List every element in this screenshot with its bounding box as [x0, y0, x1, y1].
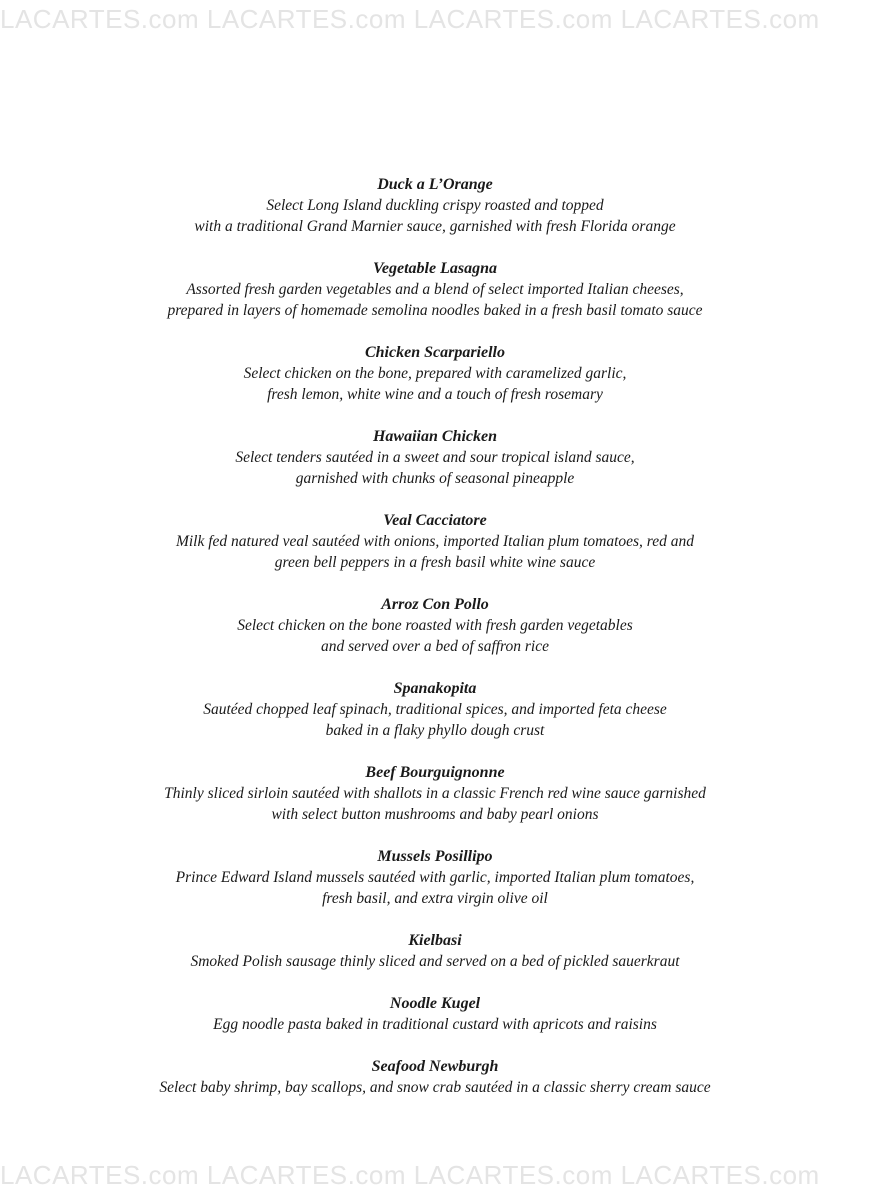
item-name: Seafood Newburgh: [371, 1058, 499, 1075]
item-name: Duck a L’Orange: [377, 176, 493, 193]
item-description-line: garnished with chunks of seasonal pineapple: [295, 470, 575, 487]
menu-item: [0, 258, 870, 321]
menu-item: [0, 342, 870, 405]
item-description-line: Egg noodle pasta baked in traditional custard with apricots and raisins: [213, 1016, 657, 1033]
item-name: Beef Bourguignonne: [365, 764, 505, 781]
item-description-line: Select tenders sautéed in a sweet and sour tropical island sauce,: [235, 449, 635, 466]
menu-item: [0, 993, 870, 1035]
item-name: Noodle Kugel: [389, 995, 481, 1012]
menu-item: [0, 174, 870, 237]
menu-item: [0, 426, 870, 489]
menu-item: [0, 678, 870, 741]
item-description-line: green bell peppers in a fresh basil white wine sauce: [274, 554, 596, 571]
watermark-top: LACARTES.com LACARTES.com LACARTES.com LACARTES.com: [0, 6, 820, 32]
item-description-line: Thinly sliced sirloin sautéed with shallots in a classic French red wine sauce garnished: [164, 785, 706, 802]
item-name: Spanakopita: [393, 680, 477, 697]
item-description-line: Prince Edward Island mussels sautéed with garlic, imported Italian plum tomatoes,: [175, 869, 695, 886]
menu-item: [0, 930, 870, 972]
item-description-line: Sautéed chopped leaf spinach, traditional spices, and imported feta cheese: [203, 701, 667, 718]
menu-item: [0, 846, 870, 909]
menu-list: [0, 174, 870, 1119]
item-description-line: Select Long Island duckling crispy roasted and topped: [266, 197, 604, 214]
watermark-bottom: LACARTES.com LACARTES.com LACARTES.com LACARTES.com: [0, 1162, 820, 1188]
menu-item: [0, 594, 870, 657]
item-name: Veal Cacciatore: [383, 512, 487, 529]
item-description-line: fresh basil, and extra virgin olive oil: [322, 890, 548, 907]
item-name: Kielbasi: [408, 932, 462, 949]
menu-item: [0, 1056, 870, 1098]
item-description-line: baked in a flaky phyllo dough crust: [325, 722, 545, 739]
item-name: Hawaiian Chicken: [372, 428, 498, 445]
item-name: Chicken Scarpariello: [364, 344, 505, 361]
menu-item: [0, 762, 870, 825]
item-description-line: Assorted fresh garden vegetables and a blend of select imported Italian cheeses,: [186, 281, 684, 298]
item-description-line: Smoked Polish sausage thinly sliced and served on a bed of pickled sauerkraut: [190, 953, 680, 970]
item-description-line: Select chicken on the bone, prepared with caramelized garlic,: [243, 365, 627, 382]
item-name: Arroz Con Pollo: [381, 596, 489, 613]
item-description-line: and served over a bed of saffron rice: [320, 638, 549, 655]
item-description-line: Milk fed natured veal sautéed with onions, imported Italian plum tomatoes, red and: [175, 533, 695, 550]
item-description-line: Select baby shrimp, bay scallops, and snow crab sautéed in a classic sherry cream sauce: [159, 1079, 711, 1096]
item-description-line: with a traditional Grand Marnier sauce, garnished with fresh Florida orange: [194, 218, 676, 235]
item-description-line: Select chicken on the bone roasted with fresh garden vegetables: [237, 617, 633, 634]
item-description-line: fresh lemon, white wine and a touch of fresh rosemary: [267, 386, 603, 403]
item-description-line: prepared in layers of homemade semolina noodles baked in a fresh basil tomato sauce: [167, 302, 703, 319]
menu-item: [0, 510, 870, 573]
item-name: Vegetable Lasagna: [373, 260, 497, 277]
item-description-line: with select button mushrooms and baby pearl onions: [271, 806, 599, 823]
item-name: Mussels Posillipo: [377, 848, 493, 865]
